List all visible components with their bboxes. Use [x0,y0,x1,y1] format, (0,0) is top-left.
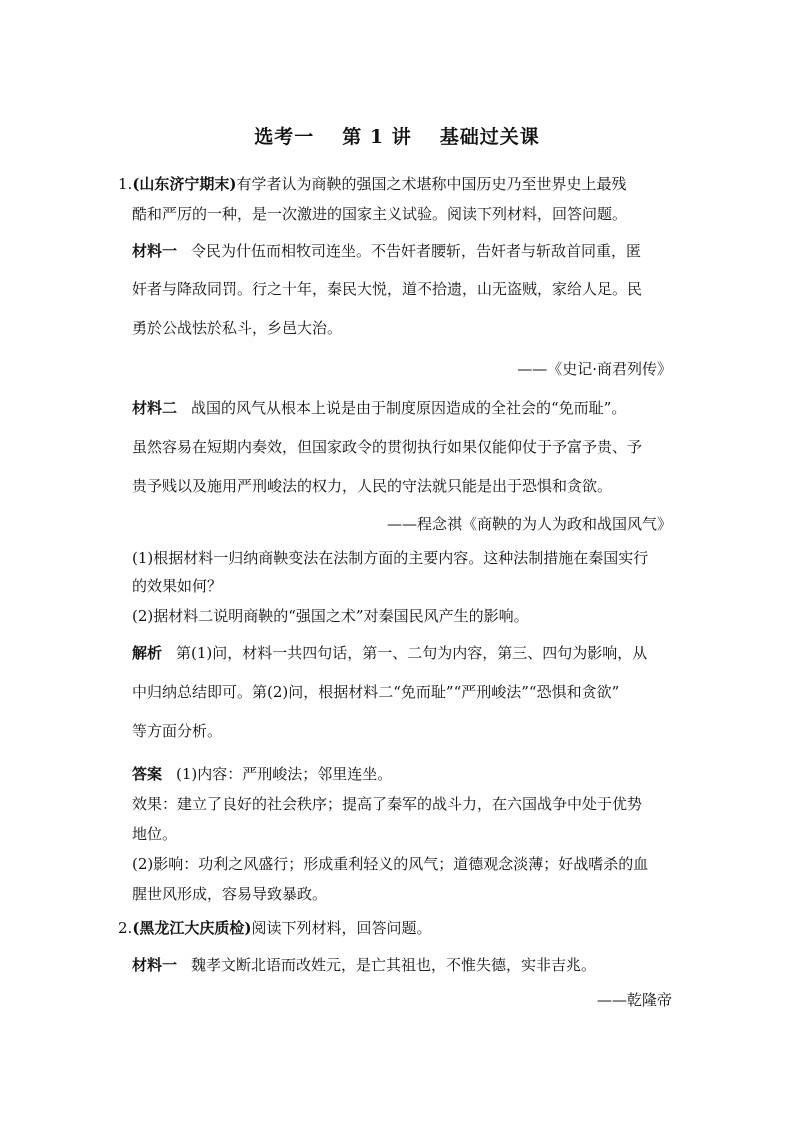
q1-material-2-line-2: 虽然容易在短期内奏效，但国家政令的贯彻执行如果仅能仰仗于予富予贵、予 [132,438,643,456]
q1-material-2-label: 材料二 [132,399,178,417]
q1-answer-label: 答案 [132,765,163,783]
q2-material-1-source: ——乾隆帝 [596,991,672,1009]
q1-material-2-text-1: 战国的风气从根本上说是由于制度原因造成的全社会的“免而耻”。 [191,399,627,417]
q2-material-1-label: 材料一 [132,956,178,974]
title-part-1: 选考一 [254,126,315,148]
q2-material-1-line-1 [132,955,672,975]
q1-sub-question-1-line-2: 的效果如何？ [132,577,223,595]
q1-stem-line-2: 酷和严厉的一种，是一次激进的国家主义试验。阅读下列材料，回答问题。 [132,205,628,223]
q1-material-2-line-3: 贵予贱以及施用严刑峻法的权力，人民的守法就只能是出于恐惧和贪欲。 [132,477,613,495]
q2-stem-line [118,918,658,938]
title-part-2: 第 1 讲 [342,126,412,148]
q1-analysis-line-2: 中归纳总结即可。第(2)问，根据材料二“免而耻”“严刑峻法”“恐惧和贪欲” [132,683,620,701]
q1-material-1-text-1: 令民为什伍而相牧司连坐。不告奸者腰斩，告奸者与斩敌首同重，匿 [191,242,642,260]
q1-answer-line-1 [132,764,672,784]
title-part-3: 基础过关课 [439,126,540,148]
q1-material-2-source: ——程念祺《商鞅的为人为政和战国风气》 [386,515,672,533]
q1-answer-line-4: (2)影响：功利之风盛行；形成重利轻义的风气；道德观念淡薄；好战嗜杀的血 [132,855,649,873]
q1-source: (山东济宁期末) [132,175,237,193]
q1-analysis-line-1 [132,643,672,663]
q1-analysis-label: 解析 [132,644,163,662]
q1-stem-line-1 [118,174,658,194]
q1-answer-line-3: 地位。 [132,825,178,843]
q1-material-1-label: 材料一 [132,242,178,260]
q2-stem-text: 阅读下列材料，回答问题。 [251,919,432,937]
q1-number: 1. [118,175,133,193]
q1-material-1-line-1 [132,241,672,261]
q1-sub-question-2: (2)据材料二说明商鞅的“强国之术”对秦国民风产生的影响。 [132,607,529,625]
q1-material-2-line-1 [132,398,672,418]
q1-material-1-line-2: 奸者与降敌同罚。行之十年，秦民大悦，道不拾遗，山无盗贼，家给人足。民 [132,280,643,298]
page-title [0,122,794,149]
q1-answer-text-1: (1)内容：严刑峻法；邻里连坐。 [176,765,393,783]
q1-material-1-source: ——《史记·商君列传》 [517,360,672,378]
q1-analysis-line-3: 等方面分析。 [132,722,223,740]
q1-stem-text-1: 有学者认为商鞅的强国之术堪称中国历史乃至世界史上最残 [236,175,627,193]
q1-analysis-text-1: 第(1)问，材料一共四句话，第一、二句为内容，第三、四句为影响，从 [176,644,648,662]
q2-material-1-text-1: 魏孝文断北语而改姓元，是亡其祖也，不惟失德，实非吉兆。 [191,956,597,974]
q1-answer-line-2: 效果：建立了良好的社会秩序；提高了秦军的战斗力，在六国战争中处于优势 [132,795,643,813]
q1-sub-question-1-line-1: (1)根据材料一归纳商鞅变法在法制方面的主要内容。这种法制措施在秦国实行 [132,549,649,567]
q1-material-1-line-3: 勇於公战怯於私斗，乡邑大治。 [132,319,343,337]
q1-answer-line-5: 腥世风形成，容易导致暴政。 [132,885,328,903]
q2-source: (黑龙江大庆质检) [132,919,252,937]
q2-number: 2. [118,919,133,937]
